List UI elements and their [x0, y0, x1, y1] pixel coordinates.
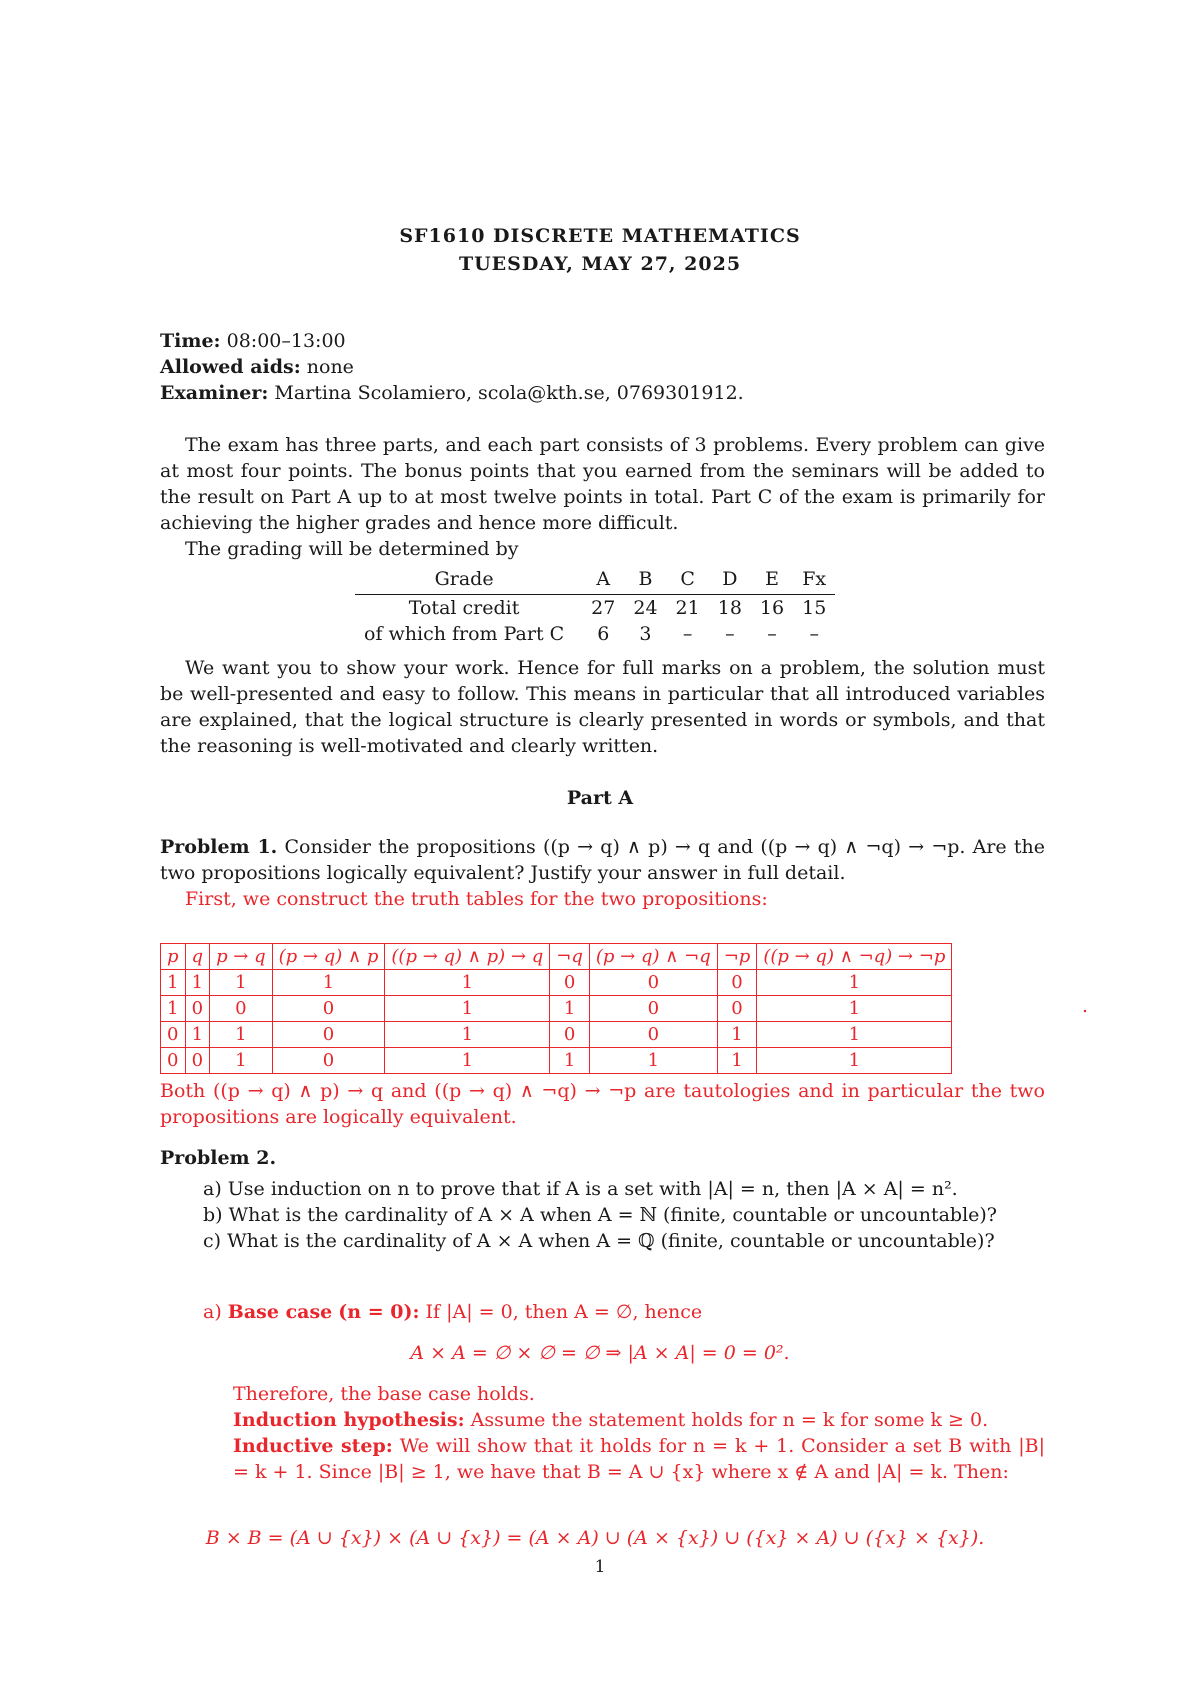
inductive-step-text: We will show that it holds for n = k + 1. Consider a set B with |B| = k + 1. Since |B| ≥ 1, we have that B = A ∪ {x} where x ∉ A and |A| = k. Then:	[233, 1435, 1045, 1483]
problem2-item: b) What is the cardinality of A × A when A = ℕ (finite, countable or uncountable)?	[203, 1204, 997, 1226]
grading-cell: –	[767, 623, 777, 645]
truth-cell: 0	[589, 1022, 717, 1048]
grading-table	[355, 566, 835, 647]
truth-table	[160, 943, 952, 1074]
time-label: Time:	[160, 330, 221, 352]
truth-header-cell: p	[161, 944, 186, 970]
truth-cell: 1	[717, 1048, 757, 1074]
truth-cell: 0	[161, 1022, 186, 1048]
truth-cell: 0	[717, 970, 757, 996]
truth-cell: 1	[161, 996, 186, 1022]
truth-cell: 1	[385, 996, 550, 1022]
truth-cell: 1	[210, 1048, 273, 1074]
aids-label: Allowed aids:	[160, 356, 301, 378]
problem1-conclusion: Both ((p → q) ∧ p) → q and ((p → q) ∧ ¬q) → ¬p are tautologies and in particular the two propositions are logically equivalent.	[160, 1080, 1045, 1128]
solution-a-prefix: a)	[203, 1301, 222, 1323]
grading-cell: Total credit	[408, 597, 520, 619]
truth-cell: 0	[185, 1048, 210, 1074]
truth-cell: 0	[550, 1022, 590, 1048]
truth-cell: 1	[757, 1022, 952, 1048]
grading-cell: 21	[675, 597, 700, 619]
grading-cell: –	[809, 623, 819, 645]
base-case-holds: Therefore, the base case holds.	[233, 1383, 535, 1405]
truth-header-cell: ((p → q) ∧ p) → q	[385, 944, 550, 970]
problem1-solution-intro: First, we construct the truth tables for the two propositions:	[185, 888, 768, 910]
grading-header-cell: C	[667, 566, 709, 595]
truth-cell: 1	[550, 1048, 590, 1074]
time-value: 08:00–13:00	[226, 330, 346, 352]
truth-table-header	[161, 944, 952, 970]
truth-header-cell: ((p → q) ∧ ¬q) → ¬p	[757, 944, 952, 970]
truth-cell: 1	[210, 970, 273, 996]
truth-cell: 0	[272, 996, 385, 1022]
truth-table-row	[161, 1022, 952, 1048]
course-title: SF1610 DISCRETE MATHEMATICS	[399, 225, 801, 247]
truth-cell: 1	[757, 970, 952, 996]
exam-date: TUESDAY, MAY 27, 2025	[458, 253, 742, 275]
grading-cell: 24	[633, 597, 658, 619]
problem2-label: Problem 2.	[160, 1147, 277, 1169]
inductive-step-label: Inductive step:	[233, 1435, 393, 1457]
grading-cell: –	[725, 623, 735, 645]
problem2-items	[203, 1176, 1045, 1254]
truth-header-cell: ¬q	[550, 944, 590, 970]
grading-table-row	[355, 621, 835, 647]
examiner-value: Martina Scolamiero, scola@kth.se, 0769301912.	[274, 382, 744, 404]
truth-cell: 1	[757, 996, 952, 1022]
truth-table-row	[161, 996, 952, 1022]
truth-cell: 0	[589, 970, 717, 996]
truth-cell: 1	[161, 970, 186, 996]
part-a-heading: Part A	[566, 787, 634, 809]
base-case-line	[203, 1299, 1045, 1325]
grading-header-cell: B	[624, 566, 666, 595]
work-paragraph: We want you to show your work. Hence for full marks on a problem, the solution must be well-presented and easy to follow. This means in particular that all introduced variables are explained, that the logical structure is clearly presented in words or symbols, and that the reasoning is well-motivated and clearly written.	[160, 657, 1045, 757]
truth-cell: 1	[272, 970, 385, 996]
truth-cell: 1	[185, 970, 210, 996]
grading-header-cell: Fx	[793, 566, 835, 595]
induction-block	[233, 1381, 1045, 1485]
truth-header-cell: (p → q) ∧ p	[272, 944, 385, 970]
grading-table-row	[355, 595, 835, 622]
truth-cell: 1	[185, 1022, 210, 1048]
problem1-text: Consider the propositions ((p → q) ∧ p) → q and ((p → q) ∧ ¬q) → ¬p. Are the two propositions logically equivalent? Justify your answer in full detail.	[160, 836, 1045, 884]
base-case-equation: A × A = ∅ × ∅ = ∅ ⇒ |A × A| = 0 = 0².	[410, 1342, 790, 1364]
aids-value: none	[306, 356, 354, 378]
grading-sentence: The grading will be determined by	[185, 538, 519, 560]
truth-cell: 1	[717, 1022, 757, 1048]
truth-header-cell: q	[185, 944, 210, 970]
truth-table-row	[161, 970, 952, 996]
truth-table-row	[161, 1048, 952, 1074]
base-case-text: If |A| = 0, then A = ∅, hence	[425, 1301, 703, 1323]
grading-cell: 15	[802, 597, 827, 619]
truth-cell: 1	[385, 1048, 550, 1074]
grading-cell: 27	[591, 597, 616, 619]
truth-cell: 1	[385, 1022, 550, 1048]
grading-header-cell: Grade	[355, 566, 582, 595]
truth-header-cell: ¬p	[717, 944, 757, 970]
page-number: 1	[594, 1557, 606, 1577]
problem1	[160, 834, 1045, 886]
time-line	[160, 328, 1045, 354]
base-case-label: Base case	[227, 1301, 333, 1323]
grading-table-header	[355, 566, 835, 595]
grading-header-cell: E	[751, 566, 793, 595]
intro-paragraph: The exam has three parts, and each part consists of 3 problems. Every problem can give at most four points. The bonus points that you earned from the seminars will be added to the result on Part A up to at most twelve points in total. Part C of the exam is primarily for achieving the higher grades and hence more difficult.	[160, 434, 1045, 534]
problem2-item: c) What is the cardinality of A × A when A = ℚ (finite, countable or uncountable)?	[203, 1230, 995, 1252]
grading-cell: of which from Part C	[364, 623, 565, 645]
hypothesis-line	[233, 1407, 1045, 1433]
truth-cell: 0	[272, 1022, 385, 1048]
truth-cell: 1	[210, 1022, 273, 1048]
grading-cell: 18	[717, 597, 742, 619]
truth-cell: 0	[185, 996, 210, 1022]
hypothesis-label: Induction hypothesis:	[233, 1409, 465, 1431]
truth-header-cell: (p → q) ∧ ¬q	[589, 944, 717, 970]
grading-cell: –	[682, 623, 693, 645]
examiner-line	[160, 380, 1045, 406]
aids-line	[160, 354, 1045, 380]
grading-header-cell: A	[582, 566, 624, 595]
base-case-cond: (n = 0):	[338, 1301, 420, 1323]
problem2-item: a) Use induction on n to prove that if A is a set with |A| = n, then |A × A| = n².	[203, 1178, 958, 1200]
examiner-label: Examiner:	[160, 382, 269, 404]
truth-cell: 1	[757, 1048, 952, 1074]
hypothesis-text: Assume the statement holds for n = k for some k ≥ 0.	[470, 1409, 989, 1431]
truth-cell: 0	[210, 996, 273, 1022]
truth-cell: 0	[161, 1048, 186, 1074]
truth-trailing-mark: .	[1082, 995, 1089, 1017]
truth-cell: 0	[589, 996, 717, 1022]
grading-cell: 16	[759, 597, 785, 619]
truth-cell: 0	[717, 996, 757, 1022]
truth-cell: 0	[550, 970, 590, 996]
grading-cell: 6	[597, 623, 610, 645]
problem1-label: Problem 1.	[160, 836, 278, 858]
truth-cell: 1	[385, 970, 550, 996]
truth-cell: 1	[550, 996, 590, 1022]
truth-cell: 1	[589, 1048, 717, 1074]
inductive-step	[233, 1433, 1045, 1485]
grading-header-cell: D	[709, 566, 751, 595]
inductive-step-equation: B × B = (A ∪ {x}) × (A ∪ {x}) = (A × A) ∪ (A × {x}) ∪ ({x} × A) ∪ ({x} × {x}).	[205, 1527, 985, 1549]
grading-cell: 3	[639, 623, 652, 645]
exam-info	[160, 328, 1045, 406]
truth-cell: 0	[272, 1048, 385, 1074]
truth-header-cell: p → q	[210, 944, 273, 970]
